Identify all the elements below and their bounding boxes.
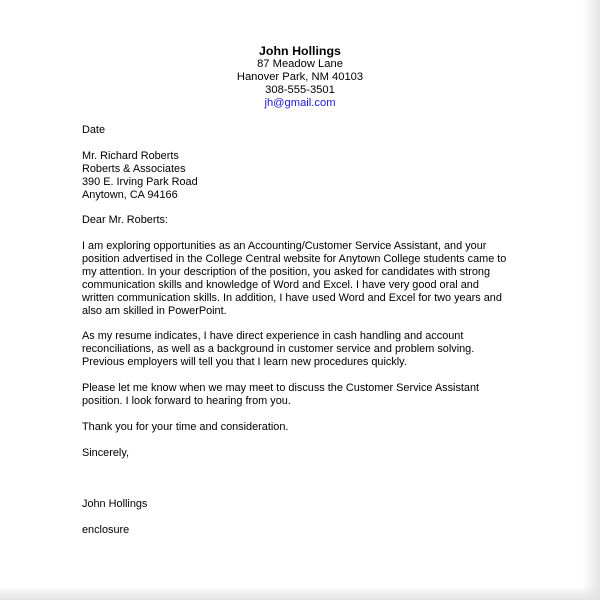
paragraph-line: written communication skills. In addition, I have used Word and Excel for two years and <box>82 291 502 304</box>
paragraph-line: also am skilled in PowerPoint. <box>82 304 227 317</box>
page-edge-shadow-bottom <box>0 586 600 600</box>
paragraph-line: I am exploring opportunities as an Accounting/Customer Service Assistant, and your <box>82 240 487 253</box>
recipient-company: Roberts & Associates <box>82 162 186 175</box>
paragraph-line: my attention. In your description of the position, you asked for candidates with strong <box>82 265 491 278</box>
paragraph-1 <box>82 240 522 317</box>
recipient-street: 390 E. Irving Park Road <box>82 175 198 188</box>
date-label: Date <box>82 124 106 136</box>
paragraph-line: position. I look forward to hearing from you. <box>82 394 291 407</box>
paragraph-2 <box>82 330 522 369</box>
letter-body <box>82 124 522 537</box>
paragraph-line: reconciliations, as well as a background in customer service and problem solving. <box>82 343 475 356</box>
page-edge-shadow-right <box>582 0 600 600</box>
sender-header <box>0 44 600 110</box>
paragraph-line: communication skills and knowledge of Word and Excel. I have very good oral and <box>82 278 479 291</box>
paragraph-4: Thank you for your time and consideration. <box>82 420 289 433</box>
recipient-city: Anytown, CA 94166 <box>82 188 178 201</box>
paragraph-line: As my resume indicates, I have direct experience in cash handling and account <box>82 330 464 343</box>
sender-city: Hanover Park, NM 40103 <box>236 70 364 83</box>
signature-name: John Hollings <box>82 498 148 511</box>
sender-street: 87 Meadow Lane <box>257 58 343 70</box>
salutation: Dear Mr. Roberts: <box>82 214 168 227</box>
sender-phone: 308-555-3501 <box>265 83 335 96</box>
recipient-block <box>82 150 522 202</box>
enclosure-note: enclosure <box>82 523 130 536</box>
sender-name: John Hollings <box>259 44 341 58</box>
paragraph-line: position advertised in the College Central website for Anytown College students came to <box>82 253 507 266</box>
paragraph-line: Previous employers will tell you that I learn new procedures quickly. <box>82 356 407 369</box>
sender-email-link[interactable]: jh@gmail.com <box>264 96 336 109</box>
closing: Sincerely, <box>82 446 130 459</box>
paragraph-3 <box>82 382 522 408</box>
recipient-name: Mr. Richard Roberts <box>82 149 179 162</box>
paragraph-line: Please let me know when we may meet to discuss the Customer Service Assistant <box>82 382 480 395</box>
